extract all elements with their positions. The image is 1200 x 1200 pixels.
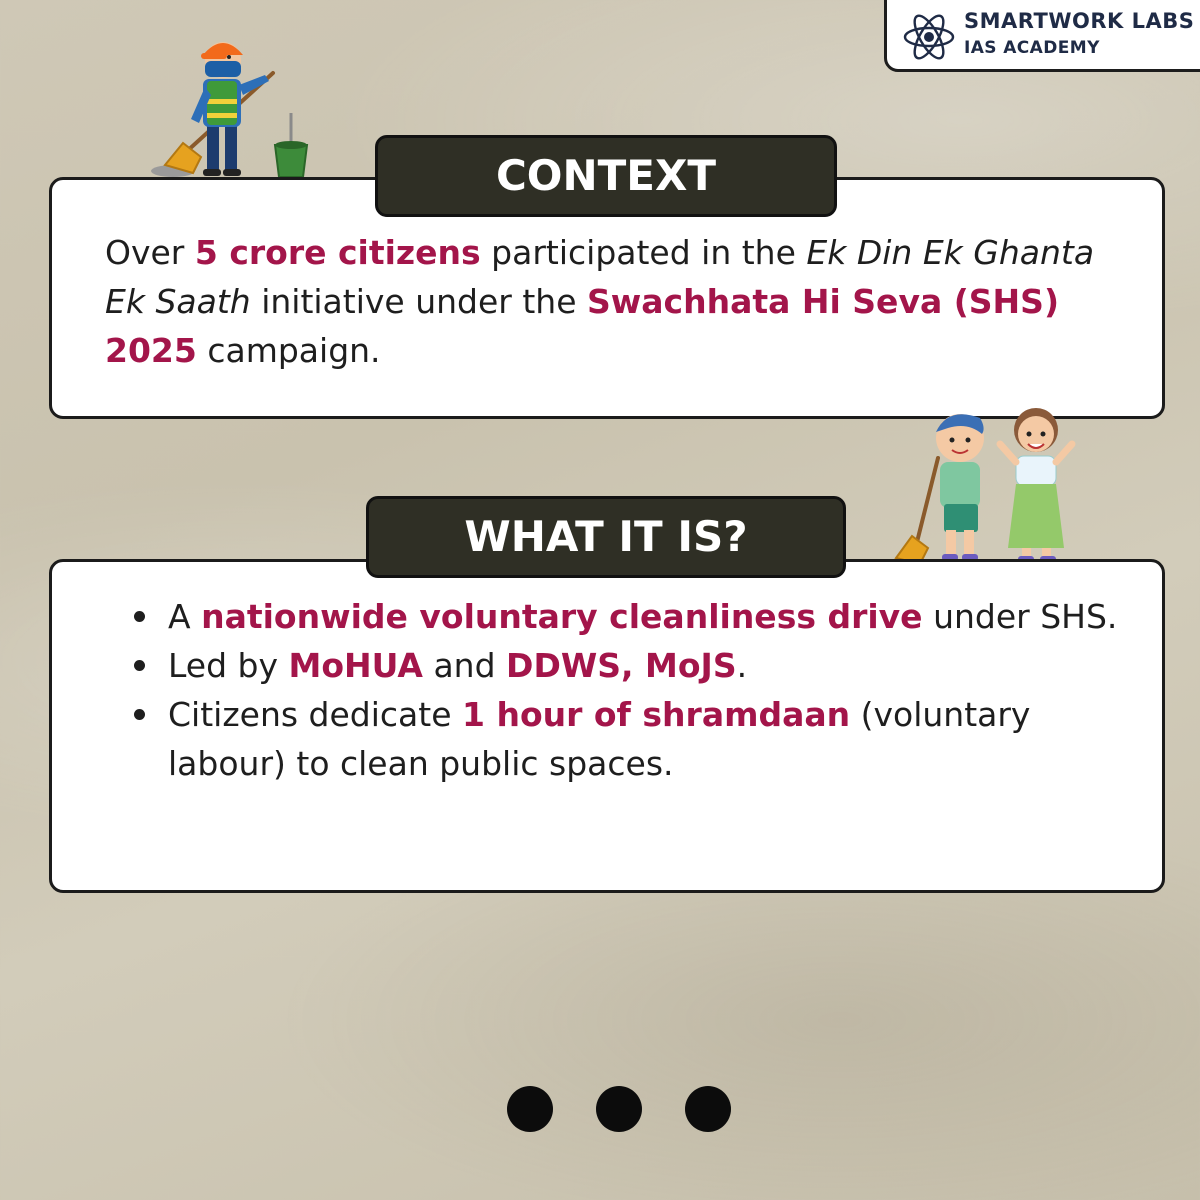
bullet-text: . bbox=[736, 646, 748, 685]
bullet-text: (voluntary labour) to clean public spaces. bbox=[168, 695, 1031, 783]
bullet-highlight: nationwide voluntary cleanliness drive bbox=[201, 597, 923, 636]
campaign-name: Swachhata Hi Seva (SHS) 2025 bbox=[105, 282, 1060, 370]
bullet-text: Led by bbox=[168, 646, 289, 685]
what-it-is-card bbox=[49, 559, 1165, 893]
list-item bbox=[128, 592, 1118, 641]
bullet-text: A bbox=[168, 597, 202, 636]
bullet-text: Citizens dedicate bbox=[168, 695, 463, 734]
initiative-name: Ek Din Ek Ghanta Ek Saath bbox=[105, 233, 1095, 321]
what-it-is-heading bbox=[366, 496, 846, 578]
context-heading bbox=[375, 135, 837, 217]
pagination-dot bbox=[685, 1086, 731, 1132]
context-text-part: Over bbox=[105, 233, 195, 272]
context-text-part: campaign. bbox=[196, 331, 381, 370]
bullet-highlight: DDWS, MoJS bbox=[506, 646, 737, 685]
pagination-dot bbox=[507, 1086, 553, 1132]
list-item bbox=[128, 641, 1118, 690]
context-highlight: 5 crore citizens bbox=[194, 233, 481, 272]
bullet-text: and bbox=[422, 646, 507, 685]
what-it-is-heading-label: WHAT IT IS? bbox=[464, 512, 748, 561]
pagination-dot bbox=[596, 1086, 642, 1132]
context-text-part: participated in the bbox=[480, 233, 807, 272]
context-text bbox=[105, 228, 1115, 375]
context-heading-label: CONTEXT bbox=[495, 151, 717, 200]
context-text-part: initiative under the bbox=[250, 282, 587, 321]
brand-subtitle: IAS ACADEMY bbox=[964, 38, 1100, 58]
sweeper-worker-illustration bbox=[145, 15, 325, 180]
bullet-highlight: 1 hour of shramdaan bbox=[462, 695, 851, 734]
what-it-is-list bbox=[128, 592, 1118, 788]
children-cleaning-illustration bbox=[888, 398, 1088, 570]
bullet-text: under SHS. bbox=[922, 597, 1118, 636]
brand-logo bbox=[884, 0, 1200, 72]
bullet-highlight: MoHUA bbox=[288, 646, 423, 685]
atom-icon bbox=[901, 9, 957, 65]
list-item bbox=[128, 690, 1118, 788]
brand-name: SMARTWORK LABS bbox=[964, 9, 1195, 33]
